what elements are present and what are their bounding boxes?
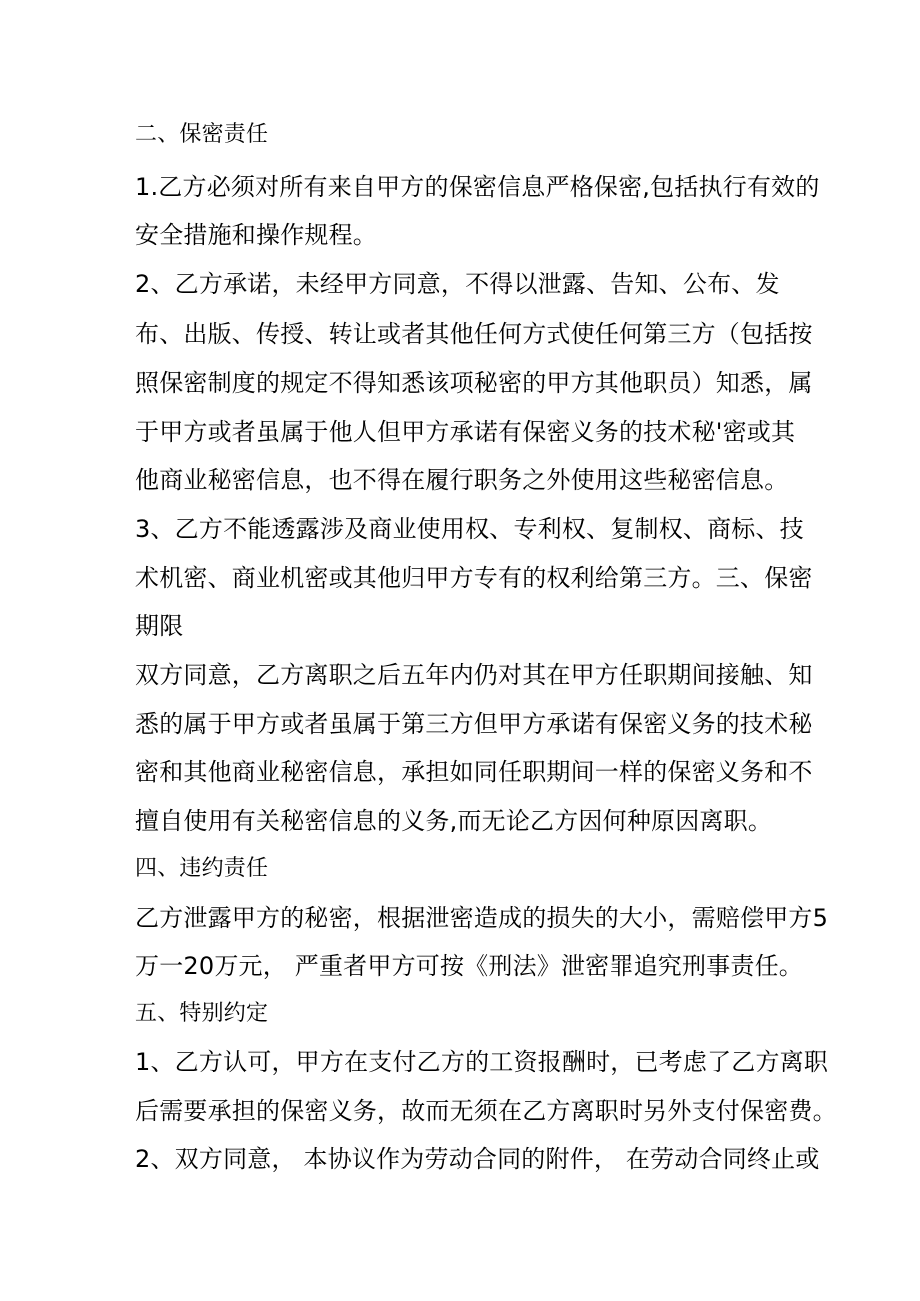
text-line: 1.乙方必须对所有来自甲方的保密信息严格保密,包括执行有效的 [135,173,820,201]
text-line: 密和其他商业秘密信息，承担如同任职期间一样的保密义务和不 [135,758,813,786]
text-line: 于甲方或者虽属于他人但甲方承诺有保密义务的技术秘'密或其 [135,418,796,446]
section-heading-special: 五、特别约定 [135,1001,269,1026]
text-line: 2、乙方承诺，未经甲方同意，不得以泄露、告知、公布、发 [135,270,780,298]
text-line: 照保密制度的规定不得知悉该项秘密的甲方其他职员）知悉，属 [135,369,813,397]
text-line: 万一20万元， 严重者甲方可按《刑法》泄密罪追究刑事责任。 [135,952,803,980]
text-line: 安全措施和操作规程。 [135,221,377,249]
text-line: 3、乙方不能透露涉及商业使用权、专利权、复制权、商标、技 [135,515,804,543]
text-line: 2、双方同意， 本协议作为劳动合同的附件， 在劳动合同终止或 [135,1145,820,1173]
text-line: 术机密、商业机密或其他归甲方专有的权利给第三方。三、保密 [135,564,813,592]
text-line: 后需要承担的保密义务，故而无须在乙方离职时另外支付保密费。 [135,1097,837,1125]
text-line: 擅自使用有关秘密信息的义务,而无论乙方因何种原因离职。 [135,807,773,835]
text-line: 他商业秘密信息，也不得在履行职务之外使用这些秘密信息。 [135,466,789,494]
section-heading-breach: 四、违约责任 [135,856,269,881]
text-line: 期限 [135,612,184,640]
text-line: 悉的属于甲方或者虽属于第三方但甲方承诺有保密义务的技术秘 [135,710,813,738]
text-line: 1、乙方认可，甲方在支付乙方的工资报酬时，已考虑了乙方离职 [135,1048,829,1076]
section-heading-confidentiality: 二、保密责任 [135,122,269,147]
text-line: 乙方泄露甲方的秘密，根据泄密造成的损失的大小，需赔偿甲方5 [135,904,829,932]
text-line: 双方同意，乙方离职之后五年内仍对其在甲方任职期间接触、知 [135,661,813,689]
text-line: 布、出版、传授、转让或者其他任何方式使任何第三方（包括按 [135,320,813,348]
